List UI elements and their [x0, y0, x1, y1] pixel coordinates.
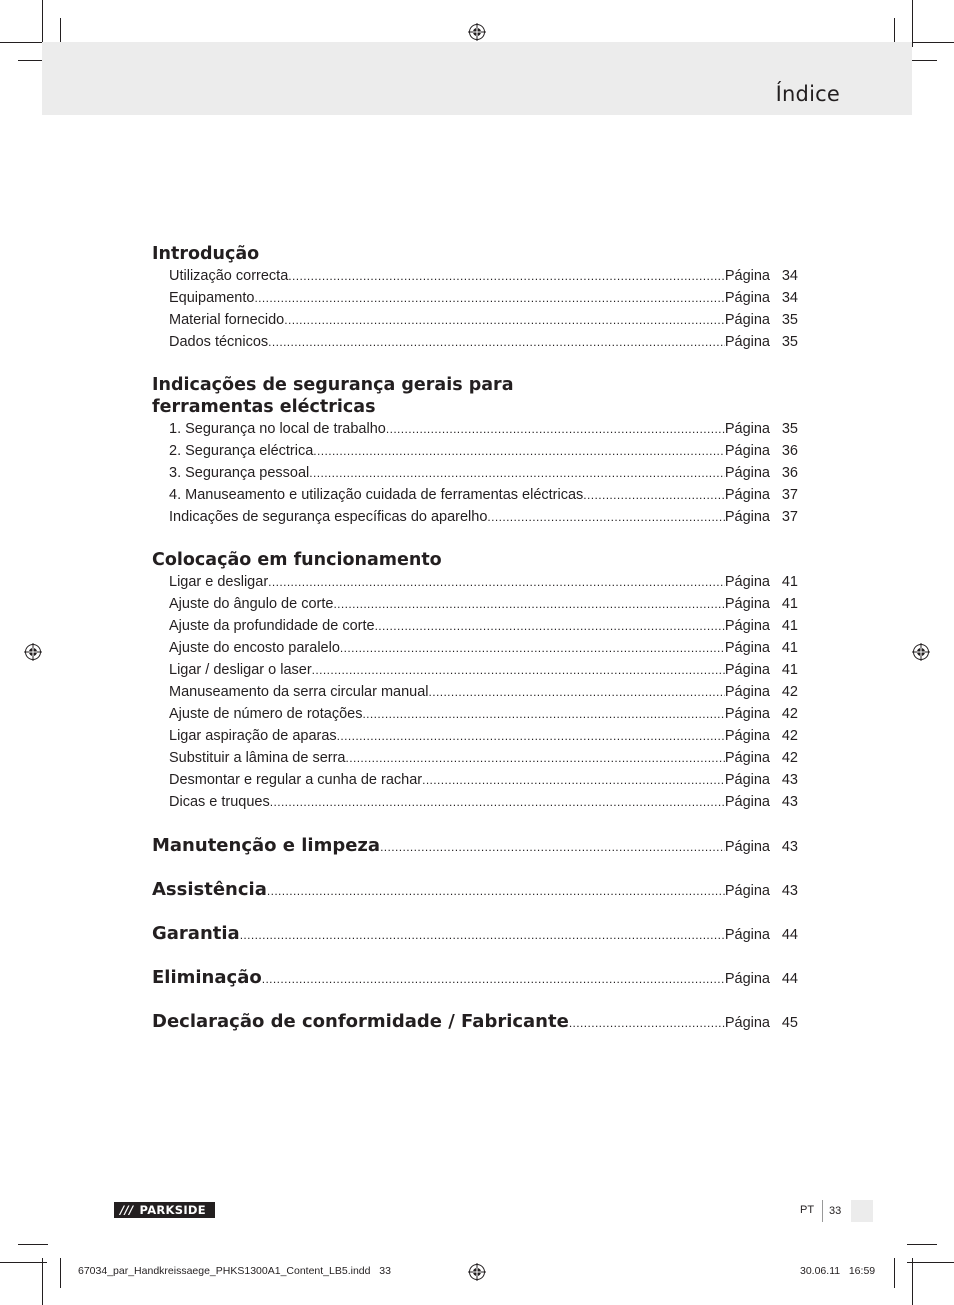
entry-label: Ajuste do ângulo de corte — [169, 596, 334, 612]
page-word: Página — [724, 596, 770, 612]
page-number: 34 — [781, 268, 798, 284]
page-word: Página — [724, 443, 770, 459]
dot-leader — [267, 880, 725, 902]
dot-leader — [240, 924, 725, 946]
page-number: 41 — [781, 574, 798, 590]
dot-leader — [375, 615, 725, 637]
main-entry-label: Assistência — [152, 879, 267, 900]
page-number: 41 — [781, 662, 798, 678]
toc-entry[interactable] — [169, 615, 798, 637]
dot-leader — [569, 1012, 725, 1034]
toc-section — [152, 374, 798, 528]
dot-leader — [380, 836, 725, 858]
page-word: Página — [724, 618, 770, 634]
crop-mark — [42, 0, 43, 47]
registration-mark-icon — [24, 643, 42, 661]
toc-main-entry[interactable] — [152, 1011, 798, 1033]
entry-label: Ligar e desligar — [169, 574, 269, 590]
toc-entry[interactable] — [169, 769, 798, 791]
toc-entry[interactable] — [169, 747, 798, 769]
page-number: 42 — [781, 728, 798, 744]
entry-label: 1. Segurança no local de trabalho — [169, 421, 386, 437]
page-number: 37 — [781, 509, 798, 525]
page-title: Índice — [775, 82, 840, 106]
toc-main-entry[interactable] — [152, 835, 798, 857]
brand-logo: /// PARKSIDE — [114, 1202, 215, 1218]
dot-leader — [487, 506, 724, 528]
print-timestamp: 30.06.11 16:59 — [800, 1265, 876, 1277]
page-number: 44 — [781, 971, 798, 987]
page-number: 41 — [781, 640, 798, 656]
page-number: 43 — [781, 794, 798, 810]
entry-label: Ajuste do encosto paralelo — [169, 640, 340, 656]
page-number: 36 — [781, 443, 798, 459]
dot-leader — [429, 681, 725, 703]
page-word: Página — [724, 421, 770, 437]
dot-leader — [422, 769, 725, 791]
table-of-contents — [152, 243, 798, 1033]
page-number: 41 — [781, 596, 798, 612]
entry-label: Indicações de segurança específicas do aparelho — [169, 509, 488, 525]
toc-entry[interactable] — [169, 703, 798, 725]
page-word: Página — [724, 662, 770, 678]
page-number: 43 — [781, 772, 798, 788]
page-word: Página — [724, 640, 770, 656]
crop-mark — [894, 1258, 895, 1288]
entry-label: 4. Manuseamento e utilização cuidada de ferramentas eléctricas — [169, 487, 584, 503]
toc-section — [152, 549, 798, 813]
entry-label: Dicas e truques — [169, 794, 270, 810]
dot-leader — [262, 968, 725, 990]
page-number: 35 — [781, 312, 798, 328]
page-number: 35 — [781, 334, 798, 350]
toc-entry[interactable] — [169, 309, 798, 331]
page-number: 35 — [781, 421, 798, 437]
page-word: Página — [724, 334, 770, 350]
crop-mark — [60, 1258, 61, 1288]
language-code: PT — [800, 1204, 815, 1216]
registration-mark-icon — [468, 23, 486, 41]
toc-entry[interactable] — [169, 681, 798, 703]
toc-entry[interactable] — [169, 440, 798, 462]
page-word: Página — [724, 750, 770, 766]
page-number: 42 — [781, 750, 798, 766]
toc-entry[interactable] — [169, 659, 798, 681]
page-number: 36 — [781, 465, 798, 481]
dot-leader — [313, 440, 725, 462]
dot-leader — [333, 593, 724, 615]
entry-label: Material fornecido — [169, 312, 285, 328]
entry-label: Ligar / desligar o laser — [169, 662, 312, 678]
main-entry-label: Declaração de conformidade / Fabricante — [152, 1011, 569, 1032]
crop-mark — [18, 1244, 48, 1245]
toc-entry[interactable] — [169, 506, 798, 528]
page-word: Página — [724, 794, 770, 810]
toc-entry[interactable] — [169, 418, 798, 440]
page-word: Página — [724, 684, 770, 700]
page-word: Página — [724, 268, 770, 284]
toc-entry[interactable] — [169, 791, 798, 813]
crop-mark — [907, 1262, 954, 1263]
crop-mark — [42, 1258, 43, 1305]
file-slug: 67034_par_Handkreissaege_PHKS1300A1_Content_LB5.indd 33 — [78, 1265, 391, 1277]
page-number: 43 — [781, 883, 798, 899]
page-word: Página — [724, 1015, 770, 1031]
page-number: 42 — [781, 684, 798, 700]
crop-mark — [0, 42, 47, 43]
crop-mark — [912, 1258, 913, 1305]
dot-leader — [346, 747, 725, 769]
main-entry-label: Garantia — [152, 923, 240, 944]
page-word: Página — [724, 839, 770, 855]
toc-main-entry[interactable] — [152, 967, 798, 989]
toc-entry[interactable] — [169, 571, 798, 593]
main-entry-label: Eliminação — [152, 967, 262, 988]
toc-main-entry[interactable] — [152, 923, 798, 945]
entry-label: Equipamento — [169, 290, 255, 306]
dot-leader — [583, 484, 725, 506]
toc-section — [152, 243, 798, 353]
crop-mark — [907, 42, 954, 43]
dot-leader — [337, 725, 725, 747]
dot-leader — [340, 637, 725, 659]
entry-label: Ajuste de número de rotações — [169, 706, 363, 722]
page-word: Página — [724, 509, 770, 525]
toc-entry[interactable] — [169, 637, 798, 659]
page-number-footer: 33 — [822, 1200, 841, 1222]
toc-entry[interactable] — [169, 331, 798, 353]
registration-mark-icon — [468, 1263, 486, 1281]
toc-entry[interactable] — [169, 593, 798, 615]
dot-leader — [284, 309, 725, 331]
dot-leader — [270, 791, 725, 813]
crop-mark — [912, 0, 913, 47]
dot-leader — [288, 265, 725, 287]
page-number: 42 — [781, 706, 798, 722]
dot-leader — [312, 659, 725, 681]
page-word: Página — [724, 728, 770, 744]
page-word: Página — [724, 465, 770, 481]
page-number: 37 — [781, 487, 798, 503]
dot-leader — [268, 331, 725, 353]
page-word: Página — [724, 574, 770, 590]
registration-mark-icon — [912, 643, 930, 661]
main-entry-label: Manutenção e limpeza — [152, 835, 381, 856]
dot-leader — [254, 287, 724, 309]
page-tab-box — [851, 1200, 873, 1222]
toc-entry[interactable] — [169, 484, 798, 506]
dot-leader — [386, 418, 725, 440]
page-word: Página — [724, 312, 770, 328]
section-heading: Indicações de segurança gerais para ferramentas eléctricas — [152, 375, 514, 417]
page-word: Página — [724, 927, 770, 943]
page-word: Página — [724, 772, 770, 788]
toc-main-entry[interactable] — [152, 879, 798, 901]
entry-label: Substituir a lâmina de serra — [169, 750, 346, 766]
page-word: Página — [724, 706, 770, 722]
page-number: 44 — [781, 927, 798, 943]
toc-entry[interactable] — [169, 462, 798, 484]
page-word: Página — [724, 290, 770, 306]
dot-leader — [362, 703, 724, 725]
toc-entry[interactable] — [169, 287, 798, 309]
entry-label: 2. Segurança eléctrica — [169, 443, 314, 459]
entry-label: 3. Segurança pessoal — [169, 465, 310, 481]
entry-label: Manuseamento da serra circular manual — [169, 684, 429, 700]
page-number: 43 — [781, 839, 798, 855]
crop-mark — [0, 1262, 47, 1263]
page-word: Página — [724, 883, 770, 899]
dot-leader — [268, 571, 725, 593]
toc-entry[interactable] — [169, 265, 798, 287]
page-number: 45 — [781, 1015, 798, 1031]
section-heading: Introdução — [152, 244, 260, 264]
entry-label: Ligar aspiração de aparas — [169, 728, 337, 744]
entry-label: Ajuste da profundidade de corte — [169, 618, 375, 634]
page-word: Página — [724, 971, 770, 987]
page-number: 34 — [781, 290, 798, 306]
entry-label: Desmontar e regular a cunha de rachar — [169, 772, 423, 788]
page-number: 41 — [781, 618, 798, 634]
entry-label: Utilização correcta — [169, 268, 289, 284]
dot-leader — [309, 462, 725, 484]
toc-entry[interactable] — [169, 725, 798, 747]
page-word: Página — [724, 487, 770, 503]
crop-mark — [907, 1244, 937, 1245]
entry-label: Dados técnicos — [169, 334, 269, 350]
section-heading: Colocação em funcionamento — [152, 550, 442, 570]
